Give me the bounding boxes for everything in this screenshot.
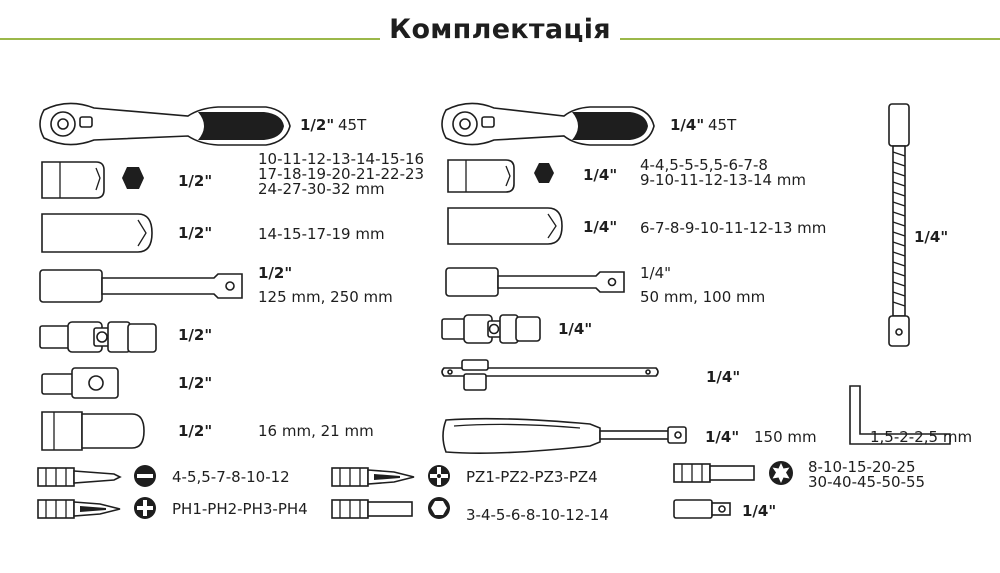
extension-half-inch-icon [38, 268, 248, 304]
sockets-quarter-line-1: 4-4,5-5-5,5-6-7-8 [640, 156, 768, 174]
sockets-quarter-size: 1/4" [583, 166, 618, 184]
adapter-half-inch-icon [38, 366, 122, 400]
bit-adapter-size: 1/4" [742, 502, 777, 520]
t-handle-quarter-inch-icon [440, 356, 662, 396]
adapter-half-size: 1/2" [178, 374, 213, 392]
deep-socket-quarter-inch-icon [444, 204, 568, 248]
torx-icon [768, 460, 794, 486]
screwdriver-quarter-text: 150 mm [754, 428, 817, 446]
bits-torx-line-2: 30-40-45-50-55 [808, 473, 926, 491]
ratchet-quarter-teeth: 45T [708, 116, 737, 134]
spark-half-size: 1/2" [178, 422, 213, 440]
sockets-quarter-line-2: 9-10-11-12-13-14 mm [640, 171, 807, 189]
bits-torx-sizes [808, 460, 925, 490]
bits-slotted-text: 4-5,5-7-8-10-12 [172, 468, 290, 486]
pozidriv-icon [427, 464, 451, 488]
universal-joint-quarter-inch-icon [440, 312, 544, 346]
deep-socket-half-inch-icon [38, 210, 158, 256]
bits-torx-line-1: 8-10-15-20-25 [808, 458, 916, 476]
ratchet-half-size: 1/2" [300, 116, 335, 134]
extension-half-text: 125 mm, 250 mm [258, 288, 393, 306]
bit-pozidriv-icon [330, 466, 416, 488]
ujoint-quarter-size: 1/4" [558, 320, 593, 338]
bit-adapter-icon [672, 498, 738, 520]
ratchet-half-inch-icon [38, 98, 298, 150]
bits-hex-text: 3-4-5-6-8-10-12-14 [466, 506, 609, 524]
flex-extension-size: 1/4" [914, 228, 949, 246]
flex-extension-icon [884, 102, 914, 356]
sockets-quarter-sizes [640, 158, 806, 188]
deep-sockets-quarter-size: 1/4" [583, 218, 618, 236]
slotted-icon [133, 464, 157, 488]
sockets-half-line-1: 10-11-12-13-14-15-16 [258, 150, 425, 168]
spark-plug-socket-half-inch-icon [38, 408, 148, 454]
deep-sockets-quarter-text: 6-7-8-9-10-11-12-13 mm [640, 219, 827, 237]
ratchet-half-teeth: 45T [338, 116, 367, 134]
bit-phillips-icon [36, 498, 122, 520]
screwdriver-quarter-size: 1/4" [705, 428, 740, 446]
sockets-half-size: 1/2" [178, 172, 213, 190]
sockets-half-line-2: 17-18-19-20-21-22-23 [258, 165, 425, 183]
hexagon-icon [533, 162, 555, 184]
bits-pozidriv-text: PZ1-PZ2-PZ3-PZ4 [466, 468, 598, 486]
extension-quarter-size: 1/4" [640, 264, 672, 282]
page-title: Комплектація [389, 14, 611, 45]
bits-phillips-text: PH1-PH2-PH3-PH4 [172, 500, 308, 518]
extension-quarter-text: 50 mm, 100 mm [640, 288, 766, 306]
hex-socket-icon [427, 496, 451, 520]
hexagon-icon [121, 166, 145, 190]
screwdriver-quarter-inch-icon [440, 414, 692, 458]
extension-half-size: 1/2" [258, 264, 293, 282]
sockets-half-sizes [258, 152, 424, 197]
t-handle-quarter-size: 1/4" [706, 368, 741, 386]
phillips-icon [133, 496, 157, 520]
ujoint-half-size: 1/2" [178, 326, 213, 344]
bit-slotted-icon [36, 466, 122, 488]
deep-sockets-half-text: 14-15-17-19 mm [258, 225, 385, 243]
sockets-half-line-3: 24-27-30-32 mm [258, 180, 385, 198]
ratchet-quarter-size: 1/4" [670, 116, 705, 134]
hex-key-text: 1,5-2-2,5 mm [870, 428, 973, 446]
socket-half-inch-icon [38, 156, 108, 202]
extension-quarter-inch-icon [444, 266, 630, 298]
universal-joint-half-inch-icon [38, 318, 162, 358]
bit-hex-icon [330, 498, 416, 520]
bit-torx-icon [672, 462, 758, 484]
socket-quarter-inch-icon [444, 156, 518, 196]
spark-half-text: 16 mm, 21 mm [258, 422, 374, 440]
ratchet-quarter-inch-icon [440, 98, 660, 150]
deep-sockets-half-size: 1/2" [178, 224, 213, 242]
